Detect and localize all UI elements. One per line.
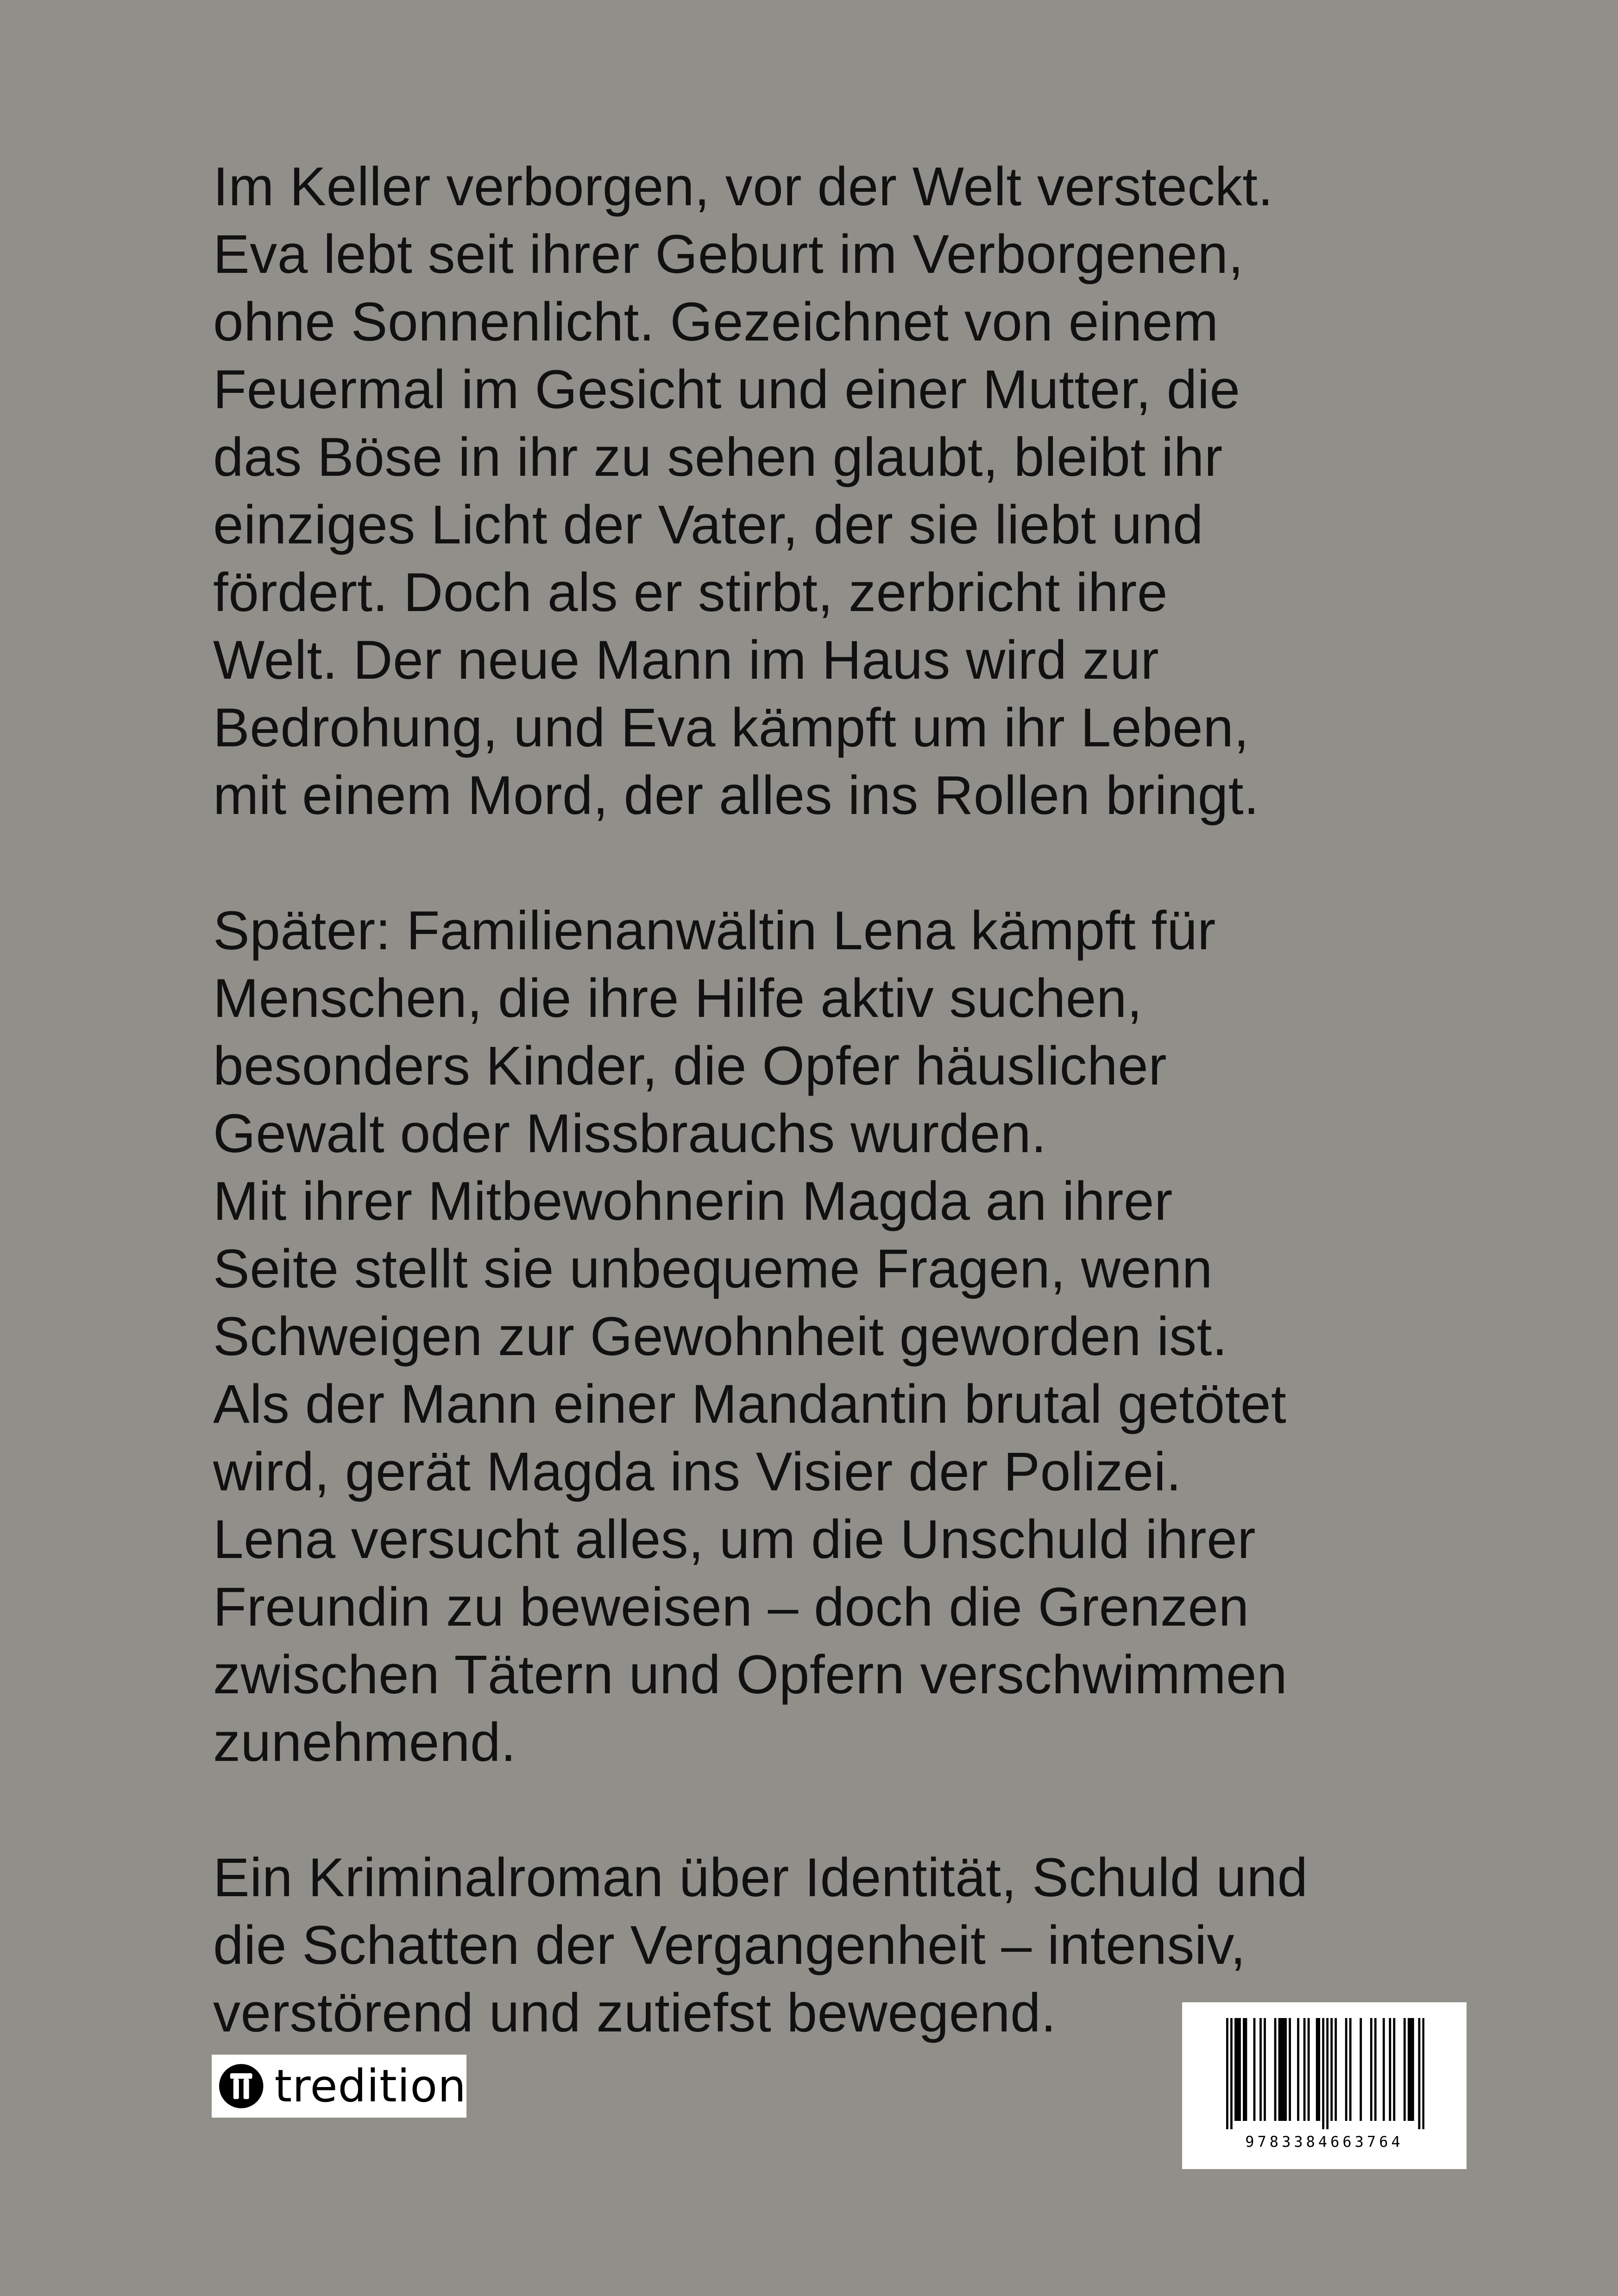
publisher-logo xyxy=(212,2055,466,2118)
blurb-line: Später: Familienanwältin Lena kämpft für xyxy=(213,900,1216,961)
barcode-bar xyxy=(1278,2018,1281,2121)
blurb-line: fördert. Doch als er stirbt, zerbricht ihre xyxy=(213,562,1168,623)
barcode-bar xyxy=(1274,2018,1277,2121)
blurb-line: Eva lebt seit ihrer Geburt im Verborgenen, xyxy=(213,224,1244,285)
blurb-line: Ein Kriminalroman über Identität, Schuld und xyxy=(213,1847,1308,1908)
barcode-bar xyxy=(1318,2018,1320,2121)
blurb-line: die Schatten der Vergangenheit – intensiv, xyxy=(213,1915,1246,1976)
barcode-bar xyxy=(1308,2018,1310,2121)
publisher-name: tredition xyxy=(274,2060,466,2112)
barcode-bar xyxy=(1418,2018,1420,2129)
tredition-logo-icon xyxy=(218,2061,264,2111)
barcode-bars xyxy=(1226,2018,1424,2129)
barcode-bar xyxy=(1389,2018,1391,2121)
barcode-bar xyxy=(1289,2018,1291,2121)
barcode-bar xyxy=(1234,2018,1237,2121)
blurb-paragraph-1 xyxy=(213,153,1510,829)
barcode-bar xyxy=(1422,2018,1424,2129)
barcode-bar xyxy=(1253,2018,1256,2121)
barcode-bar xyxy=(1239,2018,1241,2121)
barcode-bar xyxy=(1280,2018,1283,2121)
barcode-bar xyxy=(1237,2018,1239,2121)
barcode-bar xyxy=(1326,2018,1328,2129)
blurb-line: ohne Sonnenlicht. Gezeichnet von einem xyxy=(213,291,1219,353)
barcode-bar xyxy=(1322,2018,1324,2129)
barcode-bar xyxy=(1360,2018,1362,2121)
back-cover-blurb xyxy=(213,153,1510,2114)
blurb-line: das Böse in ihr zu sehen glaubt, bleibt ihr xyxy=(213,427,1223,488)
barcode-bar xyxy=(1370,2018,1372,2121)
blurb-line: wird, gerät Magda ins Visier der Polizei. xyxy=(213,1441,1182,1502)
barcode-bar xyxy=(1410,2018,1412,2121)
barcode-bar xyxy=(1245,2018,1247,2121)
barcode-bar xyxy=(1335,2018,1337,2121)
blurb-line: Als der Mann einer Mandantin brutal getötet xyxy=(213,1374,1287,1435)
blurb-line: Schweigen zur Gewohnheit geworden ist. xyxy=(213,1306,1228,1367)
barcode-bar xyxy=(1412,2018,1414,2121)
isbn-barcode xyxy=(1182,2002,1467,2169)
barcode-bar xyxy=(1243,2018,1245,2121)
barcode-bar xyxy=(1259,2018,1262,2121)
barcode-bar xyxy=(1264,2018,1266,2121)
blurb-line: Mit ihrer Mitbewohnerin Magda an ihrer xyxy=(213,1171,1173,1232)
barcode-bar xyxy=(1230,2018,1233,2129)
blurb-paragraph-2 xyxy=(213,897,1510,1776)
blurb-line: zwischen Tätern und Opfern verschwimmen xyxy=(213,1644,1288,1705)
barcode-bar xyxy=(1226,2018,1228,2129)
barcode-bar xyxy=(1393,2018,1395,2121)
blurb-line: Feuermal im Gesicht und einer Mutter, die xyxy=(213,359,1240,420)
blurb-line: einziges Licht der Vater, der sie liebt und xyxy=(213,494,1204,555)
blurb-line: zunehmend. xyxy=(213,1712,516,1773)
blurb-line: Welt. Der neue Mann im Haus wird zur xyxy=(213,630,1159,691)
blurb-line: Im Keller verborgen, vor der Welt versteckt. xyxy=(213,156,1273,217)
isbn-number: 9783384663764 xyxy=(1245,2133,1404,2151)
barcode-bar xyxy=(1284,2018,1287,2121)
barcode-bar xyxy=(1316,2018,1318,2121)
barcode-bar xyxy=(1383,2018,1385,2121)
blurb-line: besonders Kinder, die Opfer häuslicher xyxy=(213,1035,1167,1097)
blurb-line: Lena versucht alles, um die Unschuld ihrer xyxy=(213,1509,1256,1570)
blurb-line: Seite stellt sie unbequeme Fragen, wenn xyxy=(213,1238,1213,1299)
blurb-line: Freundin zu beweisen – doch die Grenzen xyxy=(213,1577,1249,1638)
barcode-bar xyxy=(1330,2018,1333,2121)
barcode-bar xyxy=(1374,2018,1377,2121)
blurb-line: Bedrohung, und Eva kämpft um ihr Leben, xyxy=(213,697,1249,758)
blurb-line: Menschen, die ihre Hilfe aktiv suchen, xyxy=(213,968,1143,1029)
blurb-line: mit einem Mord, der alles ins Rollen bringt. xyxy=(213,765,1259,826)
barcode-bar xyxy=(1303,2018,1306,2121)
barcode-bar xyxy=(1283,2018,1285,2121)
barcode-bar xyxy=(1408,2018,1410,2121)
blurb-line: verstörend und zutiefst bewegend. xyxy=(213,1982,1057,2044)
barcode-bar xyxy=(1349,2018,1352,2121)
barcode-bar xyxy=(1345,2018,1347,2121)
blurb-line: Gewalt oder Missbrauchs wurden. xyxy=(213,1103,1047,1164)
barcode-bar xyxy=(1404,2018,1406,2121)
barcode-bar xyxy=(1297,2018,1299,2121)
